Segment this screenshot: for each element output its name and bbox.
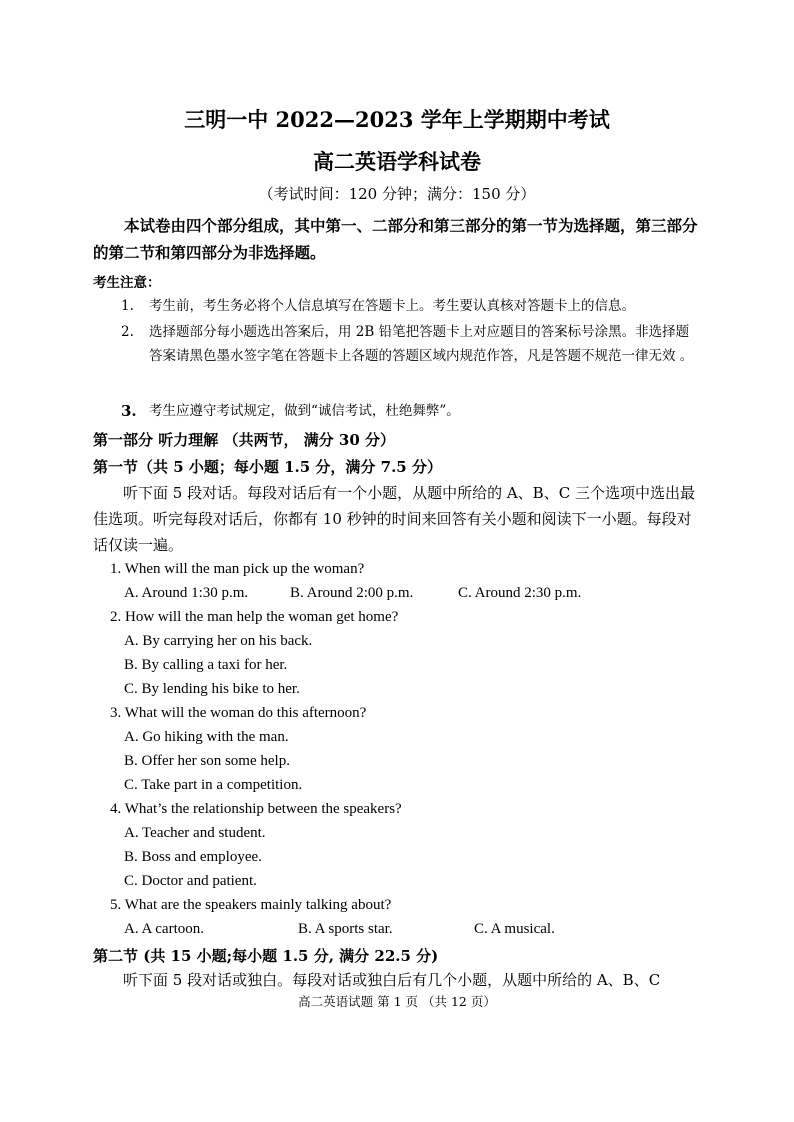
option-c: C. A musical.	[474, 921, 555, 937]
section2-directions: 听下面 5 段对话或独白。每段对话或独白后有几个小题，从题中所给的 A、B、C	[123, 971, 661, 989]
option-c: C. By lending his bike to her.	[124, 681, 300, 697]
rule-text: 选择题部分每小题选出答案后，用 2B 铅笔把答题卡上对应题目的答案标号涂黑。非选择题答案请黑色墨水签字笔在答题卡上各题的答题区域内规范作答，凡是答题不规范一律无效 。	[149, 324, 694, 364]
option-c: C. Take part in a competition.	[124, 777, 303, 793]
question-5: 5. What are the speakers mainly talking about?	[110, 897, 392, 913]
question-4: 4. What’s the relationship between the speakers?	[110, 801, 402, 817]
option-a: A. A cartoon.	[124, 921, 204, 937]
option-b: B. Offer her son some help.	[124, 753, 290, 769]
rule-text: 考生前，考生务必将个人信息填写在答题卡上。考生要认真核对答题卡上的信息。	[149, 298, 635, 314]
rule-number: 2.	[121, 324, 134, 340]
section2-heading: 第二节 (共 15 小题;每小题 1.5 分, 满分 22.5 分)	[93, 947, 439, 965]
option-a: A. By carrying her on his back.	[124, 633, 313, 649]
option-b: B. Boss and employee.	[124, 849, 262, 865]
notice-rule-2	[121, 320, 701, 368]
notice-rule-1	[121, 294, 701, 318]
notice-rule-3	[121, 399, 701, 423]
page-footer: 高二英语试题 第 1 页 （共 12 页）	[298, 994, 496, 1009]
option-c: C. Around 2:30 p.m.	[458, 585, 582, 601]
question-1: 1. When will the man pick up the woman?	[110, 561, 365, 577]
intro-paragraph: 本试卷由四个部分组成，其中第一、二部分和第三部分的第一节为选择题，第三部分的第二节和第四部分为非选择题。	[93, 216, 698, 262]
option-a: A. Teacher and student.	[124, 825, 266, 841]
section1-directions: 听下面 5 段对话。每段对话后有一个小题，从题中所给的 A、B、C 三个选项中选出最佳选项。听完每段对话后，你都有 10 秒钟的时间来回答有关小题和阅读下一小题。每段对话仅读一遍。	[93, 484, 695, 554]
option-b: B. By calling a taxi for her.	[124, 657, 288, 673]
option-a: A. Go hiking with the man.	[124, 729, 289, 745]
rule-text: 考生应遵守考试规定，做到“诚信考试，杜绝舞弊”。	[149, 403, 460, 419]
option-c: C. Doctor and patient.	[124, 873, 257, 889]
section1-heading: 第一节（共 5 小题；每小题 1.5 分，满分 7.5 分）	[93, 458, 442, 476]
option-a: A. Around 1:30 p.m.	[124, 585, 249, 601]
exam-title: 三明一中 2022—2023 学年上学期期中考试	[184, 107, 610, 132]
exam-info: （考试时间：120 分钟；满分：150 分）	[258, 185, 536, 203]
option-b: B. A sports star.	[298, 921, 393, 937]
rule-number: 1.	[121, 298, 134, 314]
question-3: 3. What will the woman do this afternoon?	[110, 705, 367, 721]
option-b: B. Around 2:00 p.m.	[290, 585, 414, 601]
part1-heading: 第一部分 听力理解 （共两节， 满分 30 分）	[93, 431, 395, 449]
notice-title: 考生注意：	[93, 275, 161, 291]
rule-number: 3.	[121, 402, 137, 420]
question-2: 2. How will the man help the woman get home?	[110, 609, 399, 625]
subject-title: 高二英语学科试卷	[313, 149, 481, 174]
